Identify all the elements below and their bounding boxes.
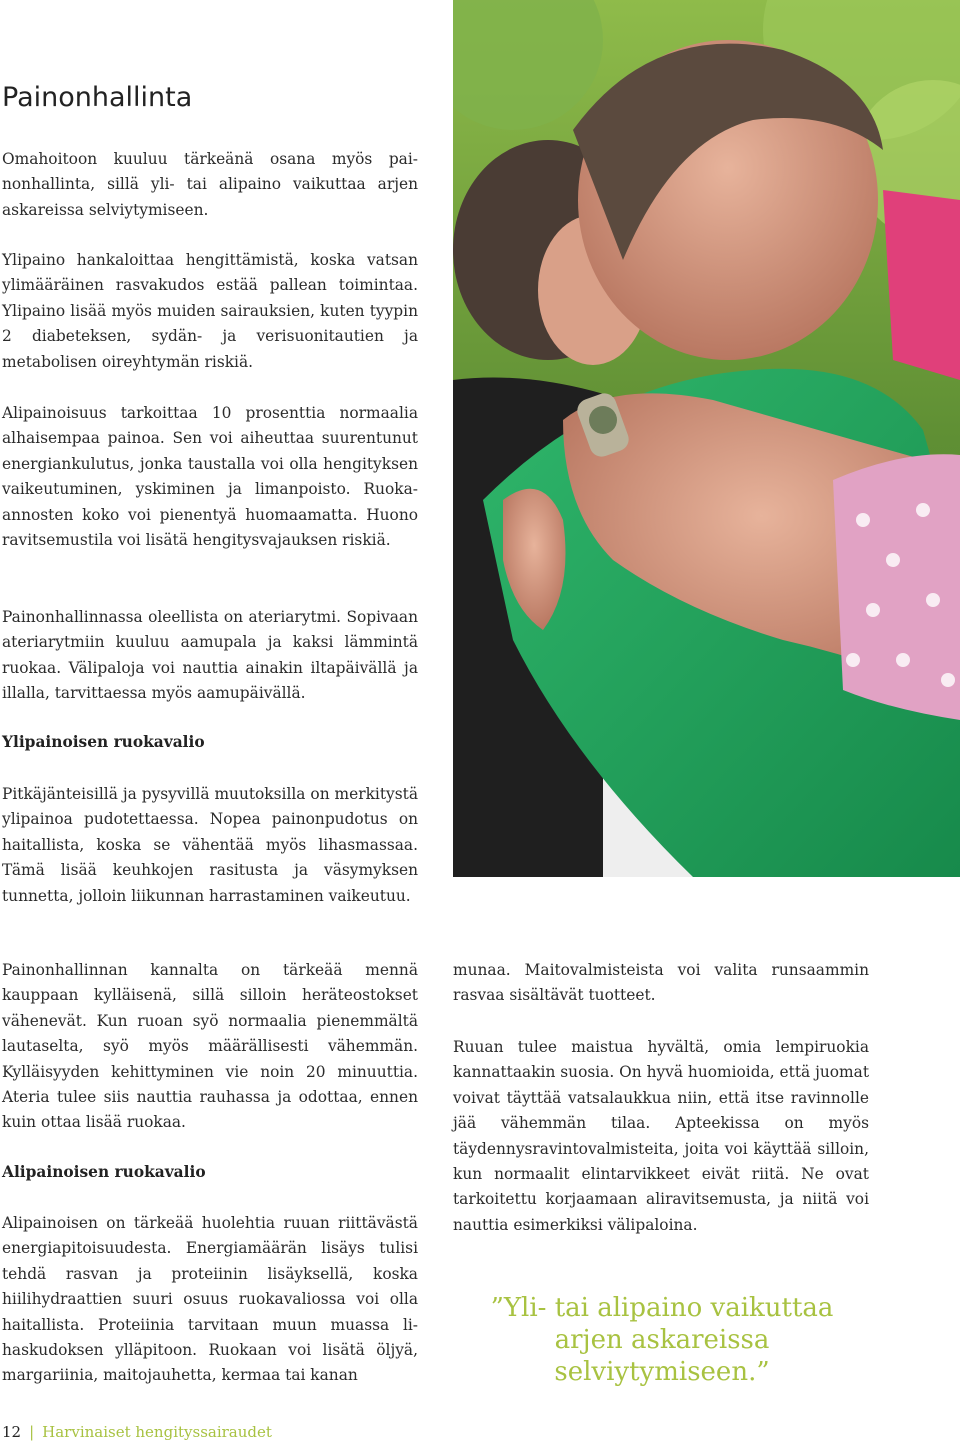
photo-people-embracing <box>453 0 960 877</box>
photo-illustration <box>453 0 960 877</box>
paragraph-overweight-changes: Pitkäjänteisillä ja pysyvillä muutoksilla on merkitystä ylipainoa pudotettaessa. Nopea painonpudotus on haitallista, koska se vähentää myös lihasmassaa. Tämä lisää keuhkojen rasitusta ja väsymyksen tunnetta, jolloin liikunnan harrastaminen vaikeutuu. <box>2 785 418 905</box>
paragraph-meal-rhythm: Painonhallinnassa oleellista on ateriarytmi. Sopivaan ateriarytmiin kuuluu aamupala ja kaksi lämmintä ruokaa. Välipaloja voi nauttia ainakin iltapäivällä ja illalla, tarvittaessa myös aamupäivällä. <box>2 608 418 703</box>
paragraph-dairy: munaa. Maitovalmisteista voi valita runsaammin rasvaa sisältävät tuotteet. <box>453 961 869 1005</box>
page-title: Painonhallinta <box>2 82 193 113</box>
paragraph-overweight-breathing: Ylipaino hankaloittaa hengittämistä, koska vatsan ylimääräinen rasvakudos estää pallean toimintaa. Ylipaino lisää myös muiden sairauksien, kuten tyypin 2 diabeteksen, sydän- ja verisuonitautien ja metabolisen oireyhtymän riskiä. <box>2 251 418 371</box>
paragraph-intro: Omahoitoon kuuluu tärkeänä osana myös painonhallinta, sillä yli- tai alipaino vaikuttaa arjen askareissa selviytymiseen. <box>2 150 418 219</box>
footer-separator: | <box>29 1423 35 1441</box>
publication-title: Harvinaiset hengityssairaudet <box>42 1423 272 1441</box>
paragraph-taste-supplements: Ruuan tulee maistua hyvältä, omia lempiruokia kannattaakin suosia. On hyvä huomioida, että juomat voivat täyttää vatsalaukkua niin, että itse ravinnolle jää vähemmän tilaa. Apteekissa on myös täydennysravintovalmisteita, joita voi käyttää silloin, kun normaalit elintarvikkeet eivät riitä. Ne ovat tarkoitettu korjaamaan aliravitsemusta, ja niitä voi nauttia esimerkiksi välipaloina. <box>453 1038 869 1234</box>
paragraph-underweight-definition: Alipainoisuus tarkoittaa 10 prosenttia normaalia alhaisempaa painoa. Sen voi aiheuttaa suurentunut energiankulutus, jonka taustalla voi olla hengityksen vaikeutuminen, yskiminen ja limanpoisto. Ruoka-annosten koko voi pienentyä huomaamatta. Huono ravitsemustila voi lisätä hengitysvajauksen riskiä. <box>2 404 418 550</box>
pull-quote: ”Yli- tai alipaino vaikuttaa arjen askareissa selviytymiseen.” <box>490 1293 834 1387</box>
page-number: 12 <box>2 1423 22 1441</box>
heading-underweight-diet: Alipainoisen ruokavalio <box>2 1163 206 1181</box>
paragraph-shopping-satiety: Painonhallinnan kannalta on tärkeää mennä kauppaan kylläisenä, sillä silloin heräteostokset vähenevät. Kun ruoan syö normaalia pienemmältä lautaselta, syö myös määrällisesti vähemmän. Kylläisyyden kehittyminen vie noin 20 minuuttia. Ateria tulee siis nauttia rauhassa ja odottaa, ennen kuin ottaa lisää ruokaa. <box>2 961 418 1132</box>
paragraph-underweight-energy: Alipainoisen on tärkeää huolehtia ruuan riittävästä energiapitoisuudesta. Energiamäärän lisäys tulisi tehdä rasvan ja proteiinin lisäyksellä, koska hiilihydraattien suuri osuus ruokavaliossa voi olla haitallista. Proteiinia tarvitaan muun muassa lihaskudoksen ylläpitoon. Ruokaan voi lisätä öljyä, margariinia, maitojauhetta, kermaa tai kanan <box>2 1214 418 1385</box>
heading-overweight-diet: Ylipainoisen ruokavalio <box>2 733 205 751</box>
page-footer <box>2 1423 272 1441</box>
